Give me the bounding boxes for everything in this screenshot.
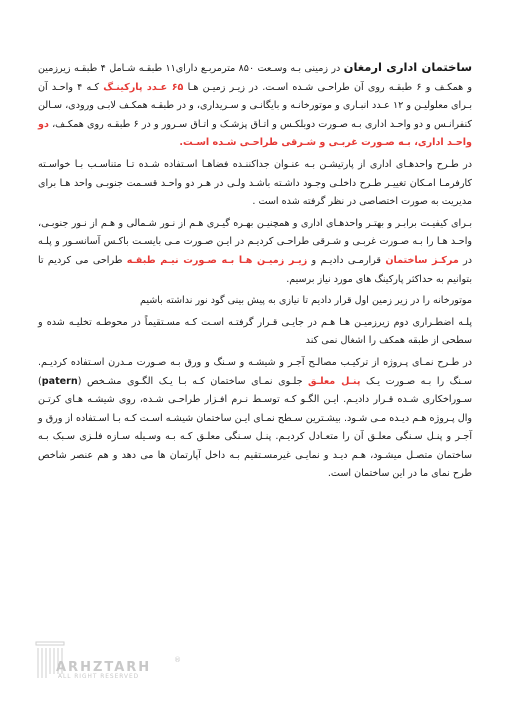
logo-name: ARHZTARH [56,660,152,675]
highlight-halffloor: زیـر زمیـن هـا بـه صـورت نیـم طبقـه [126,254,308,266]
text-run: قرارمـی دادیـم و [307,254,386,266]
watermark-logo [34,640,184,682]
paragraph-layout [38,215,472,289]
highlight-parking: ۶۵ عـدد پارکینـگ [103,81,184,93]
text-run: موتورخانه را در زیر زمین اول قرار دادیم تا نیازی به پیش بینی گود نور نداشته باشیم [139,295,472,307]
text-run: در طـرح نمـای پـروژه از ترکیـب مصالـح آجـر و شیشـه و سـنگ و ورق بـه صـورت مـدرن اسـتفاده کردیـم. سـنگ را بـه صـورت یـک [38,356,472,387]
highlight-units: دو واحـد اداری، بـه صـورت غربـی و شـرقی طراحـی شـده اسـت. [38,118,472,149]
highlight-panel: پنـل معلـق [308,375,361,387]
text-run: پلـه اضطـراری دوم زیرزمیـن هـا هـم در جایـی قـرار گرفتـه اسـت کـه مسـتقیماً در محوطـه تخلیـه شده و سطحی از طبقه همکف را اشغال نمی کند [38,316,472,347]
logo-tagline: ALL RIGHT RESERVED [58,674,140,680]
document-body [38,58,472,484]
paragraph-facade [38,354,472,484]
paragraph-partition [38,156,472,212]
paragraph-emergency-stair [38,314,472,351]
text-run: در طـرح واحدهـای اداری از پارتیشـن بـه عنـوان جداکننـده فضاهـا اسـتفاده شـده تـا متناسـب بـا خواسـته کارفرمـا امـکان تغییـر طـرح داخلـی وجـود داشـته باشـد ولـی در هـر دو واحـد قسـمت جنوبـی واحد هـا برای مدیریت به صورت اختصاصی در نظر گرفته شده است . [38,158,472,208]
pattern-word: patern [41,375,78,387]
text-run: کـه ۴ واحـد آن بـرای معلولیـن و ۱۲ عـدد انبـاری و موتورخانـه و بایگانـی و سـریداری، و در طبقـه همکـف لابـی ورودی، سـالن کنفرانـس و دو واحـد اداری بـه صـورت دوبلکـس و اتـاق پزشـک و اتـاق سـرور و در ۶ طبقـه روی همکـف، [38,81,472,130]
text-run: ) سـوراخکاری شـده قـرار دادیـم. ایـن الگـو کـه توسـط نـرم افـزار طراحـی شـده، روی شیشـه هـای کرتـن وال پـروژه هـم دیـده مـی شـود. بیشـترین سـطح نمـای ایـن ساختمان شیشـه اسـت کـه بـا اسـتفاده از ورق و آجـر و پنـل سـنگی معلـق آن را متعـادل کردیـم. پنـل سـنگی معلـق کـه بـه وسـیله سـازه فلـزی سـبک بـه ساختمان متصـل میشـود، هـم دیـد و نمایـی غیرمسـتقیم بـه داخل آپارتمان ها می دهد و هم عنصر شاخص طرح نمای ما در این ساختمان است. [38,375,472,480]
text-run: در زمینی بـه وسـعت ۸۵۰ مترمربـع دارای۱۱ طبقـه شـامل ۴ طبقـه زیرزمین و همکـف و ۶ طبقـه روی آن طراحـی شـده اسـت. در زیـر زمیـن هـا [38,63,472,93]
text-run: جلـوی نمـای ساختمان کـه بـا یـک الگـوی مشـخص ( [77,375,309,387]
text-run: طراحی می کردیم تا بتوانیم به حداکثر پارکینگ های مورد نیاز برسیم. [38,254,472,285]
paragraph-engine-room [38,292,472,311]
paragraph-intro [38,58,472,153]
text-run: بـرای کیفیـت برابـر و بهتـر واحدهـای اداری و همچنیـن بهـره گیـری هـم از نـور شـمالی و هـم از نـور جنوبـی، واحـد هـا را بـه صـورت غربـی و شـرقی طراحـی کردیـم در ایـن صـورت مـی بایسـت باکـس آسانسـور و پلـه در [38,217,472,266]
registered-mark: ® [174,656,181,664]
building-title: ساختمان اداری ارمغان [343,60,473,74]
highlight-center: مرکـز ساختمان [385,254,459,266]
